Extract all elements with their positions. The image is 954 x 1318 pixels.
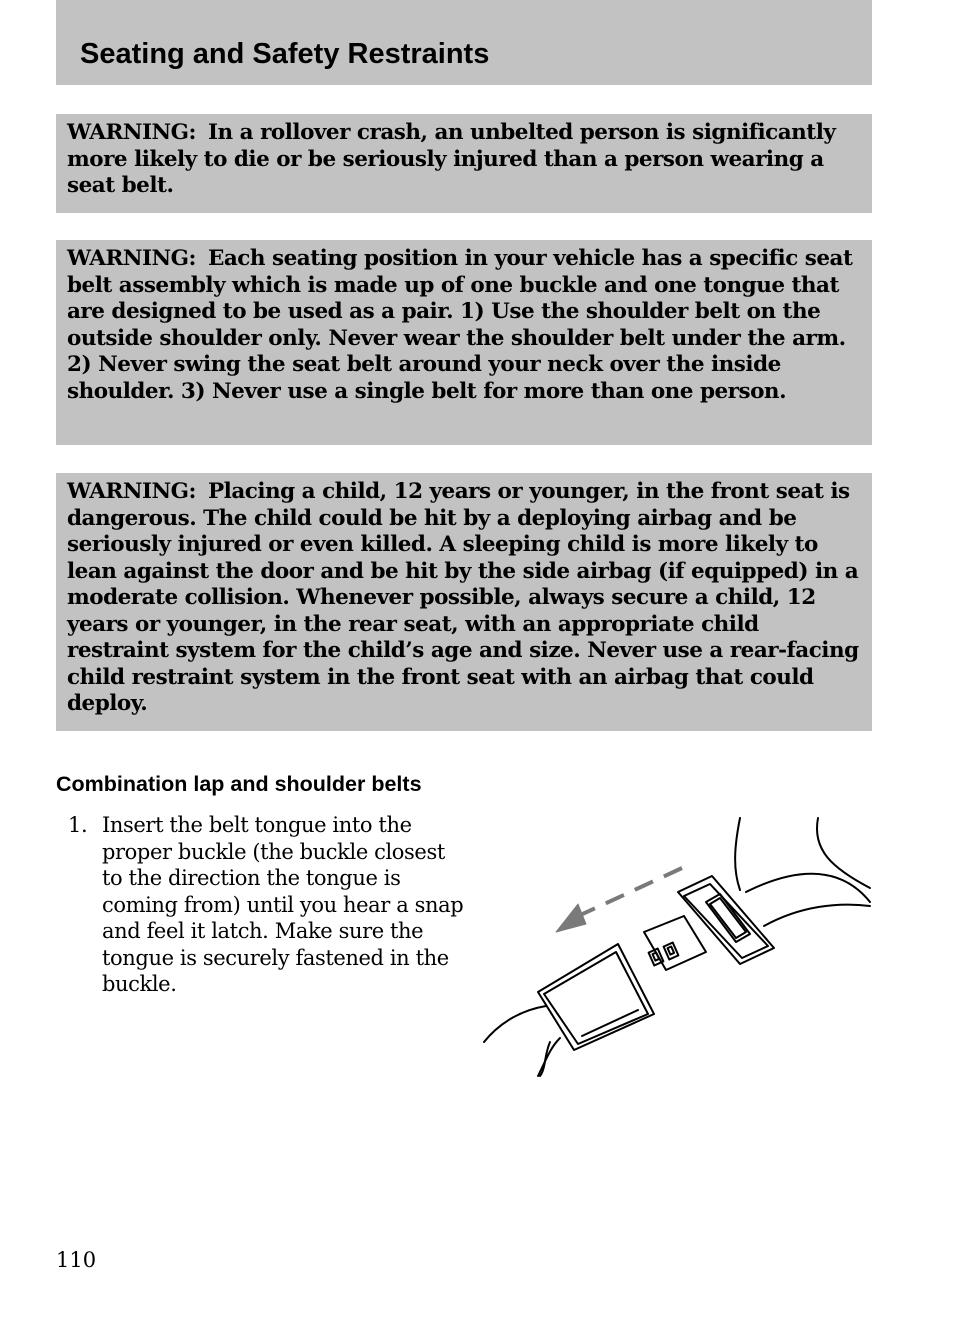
warning-label: WARNING: [67, 479, 196, 504]
warning-paragraph [67, 120, 862, 200]
section-heading: Combination lap and shoulder belts [56, 772, 422, 796]
warning-box [56, 114, 872, 213]
step-number: 1. [68, 813, 88, 837]
page-number: 110 [56, 1248, 97, 1272]
step-text: Insert the belt tongue into the proper buckle (the buckle closest to the direction the tongue is coming from) until you hear a snap and feel it latch. Make sure the tongue is securely fastened in the buckle. [102, 813, 464, 996]
header-bar [56, 0, 872, 85]
page-section-title: Seating and Safety Restraints [80, 38, 490, 70]
warning-label: WARNING: [67, 246, 196, 271]
seat-belt-buckle-illustration [478, 810, 878, 1085]
warning-text: Placing a child, 12 years or younger, in the front seat is dangerous. The child could be hit by a deploying airbag and be seriously injured or even killed. A sleeping child is more likely to lean against the door and be hit by the side airbag (if equipped) in a moderate collision. Whenever possible, always secure a child, 12 years or younger, in the rear seat, with an appropriate child restraint system for the child’s age and size. Never use a rear-facing child restraint system in the front seat with an airbag that could deploy. [67, 479, 859, 716]
warning-text: In a rollover crash, an unbelted person is significantly more likely to die or be seriously injured than a person wearing a seat belt. [67, 120, 836, 198]
warning-paragraph [67, 246, 862, 405]
list-item [68, 812, 468, 998]
warning-label: WARNING: [67, 120, 196, 145]
step-list [68, 812, 468, 998]
warning-box [56, 240, 872, 445]
warning-box [56, 473, 872, 731]
warning-text: Each seating position in your vehicle has a specific seat belt assembly which is made up of one buckle and one tongue that are designed to be used as a pair. 1) Use the shoulder belt on the outside shoulder only. Never wear the shoulder belt under the arm. 2) Never swing the seat belt around your neck over the inside shoulder. 3) Never use a single belt for more than one person. [67, 246, 853, 404]
warning-paragraph [67, 479, 862, 718]
